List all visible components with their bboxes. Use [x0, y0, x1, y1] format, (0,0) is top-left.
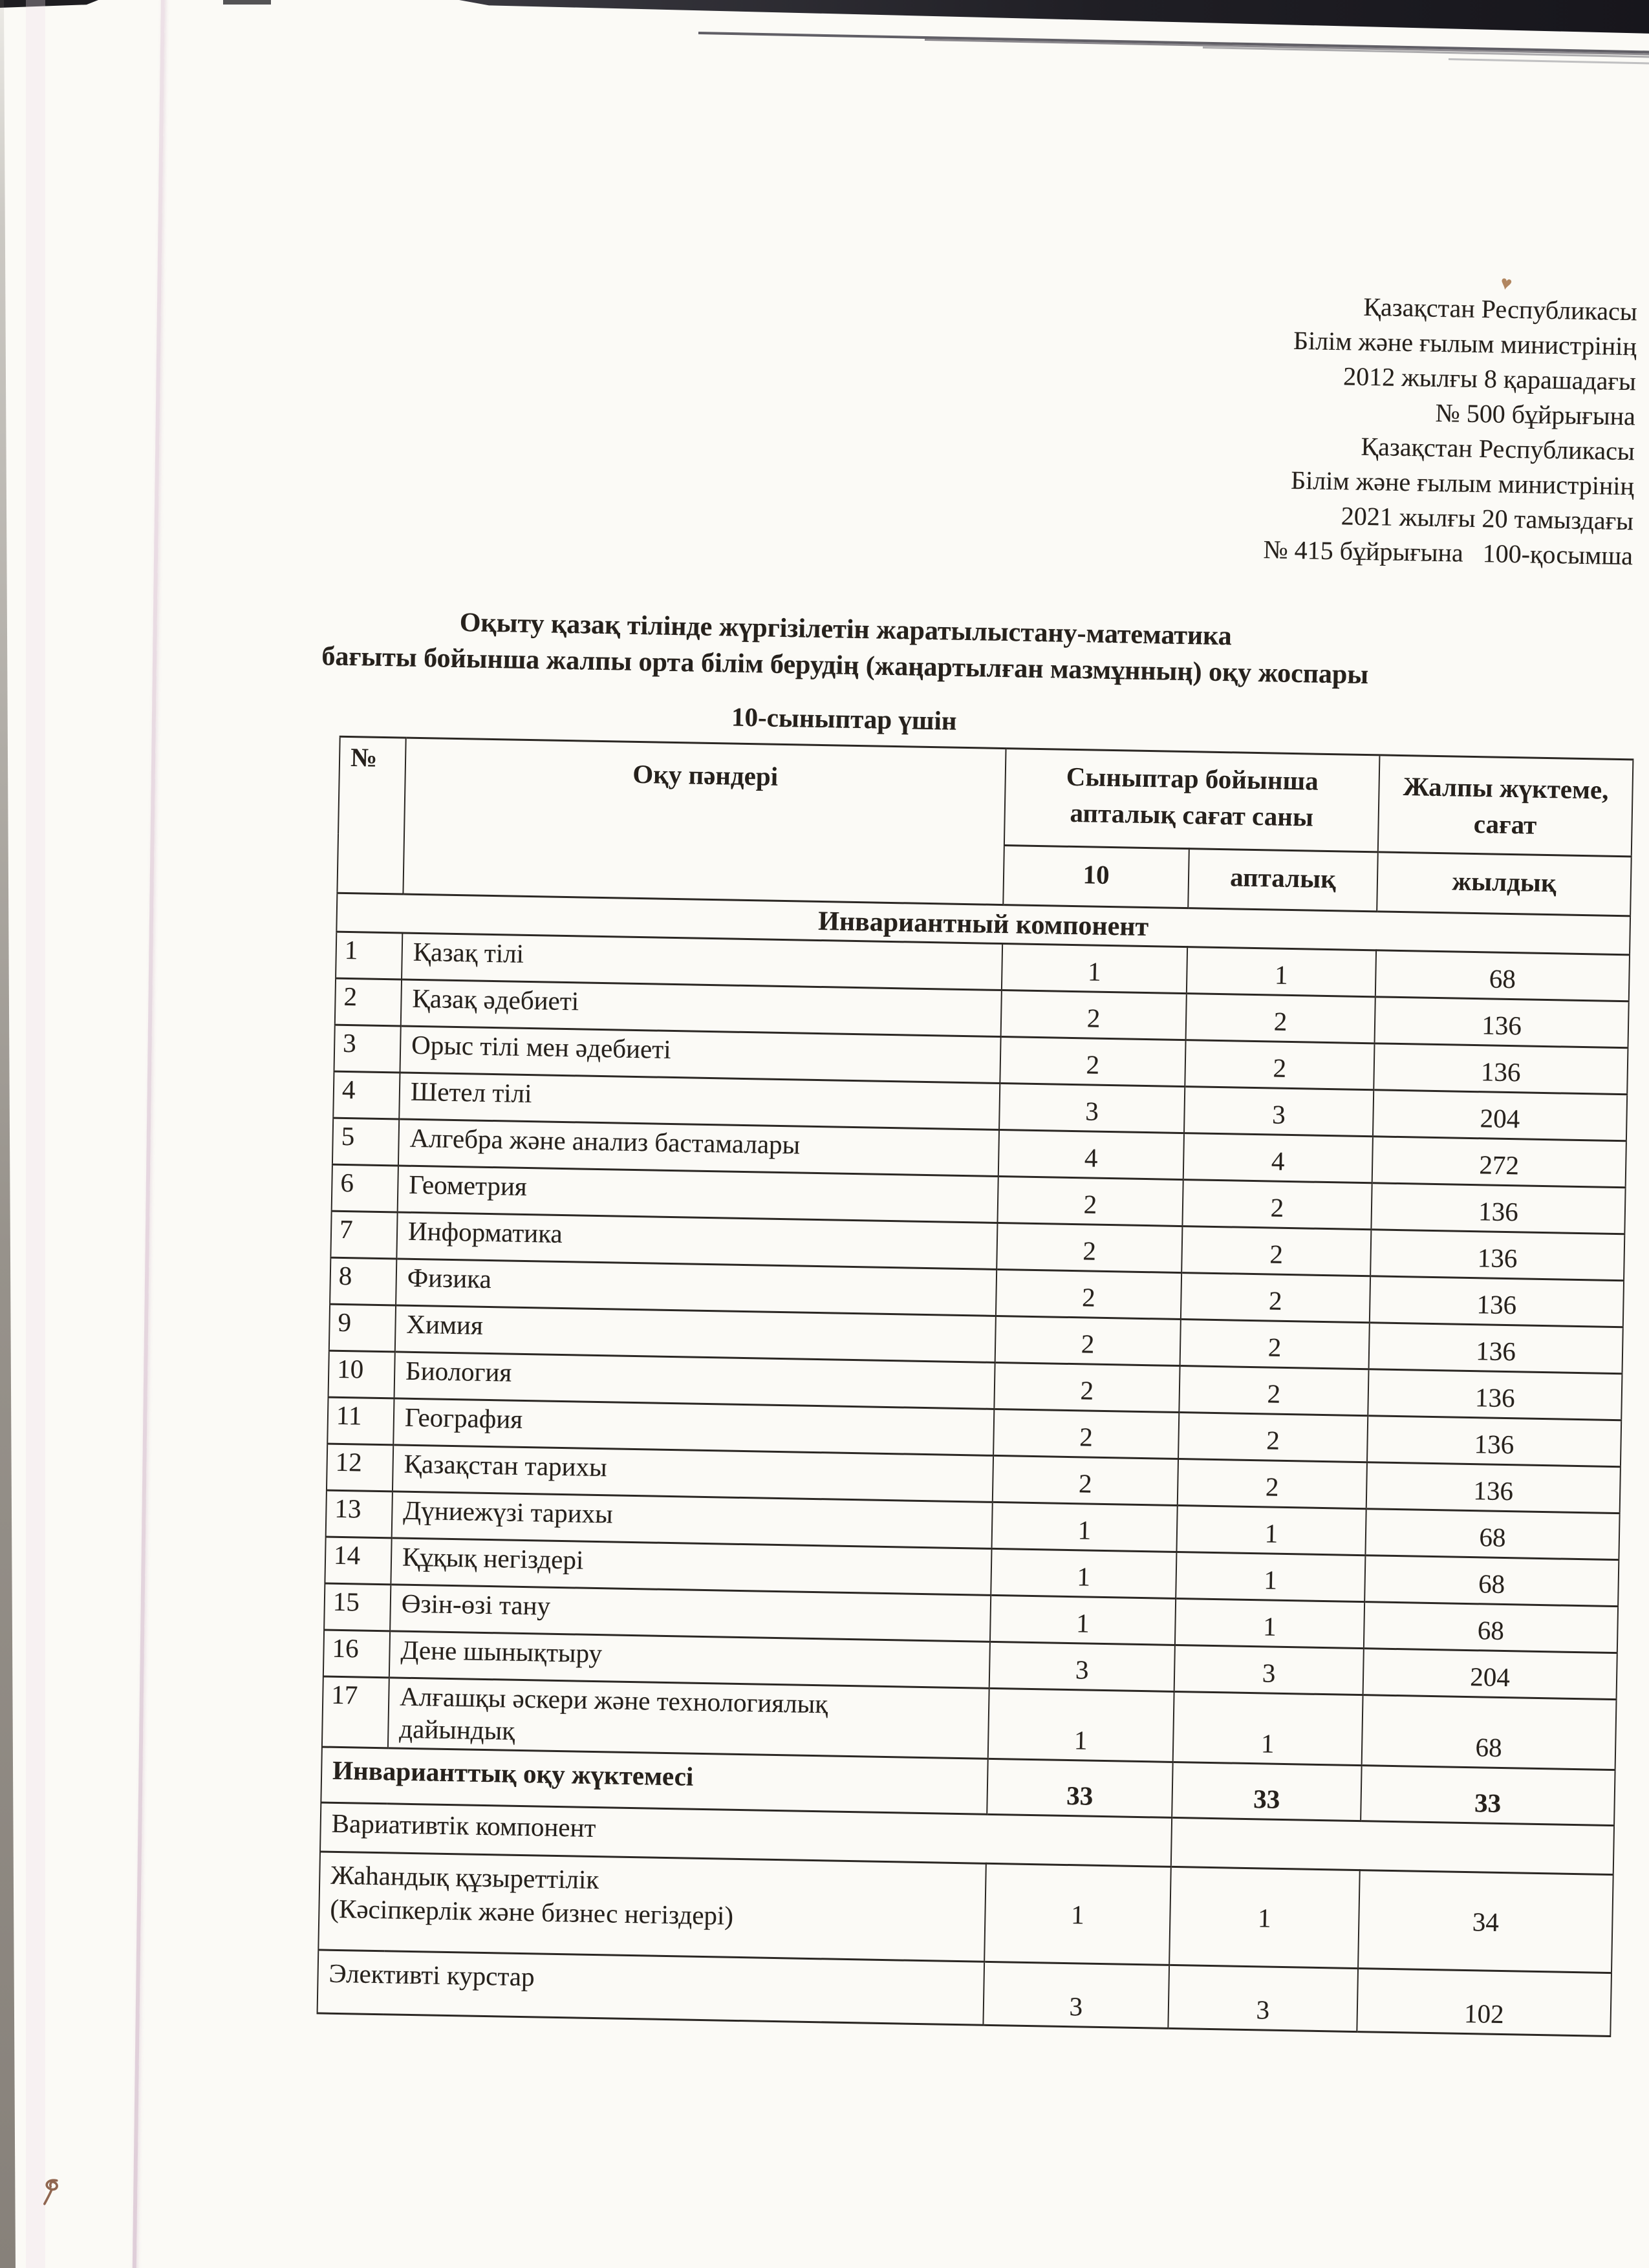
table-header-row [338, 736, 1633, 857]
hours-yearly: 136 [1368, 1369, 1622, 1420]
decree-line: № 415 бұйрығына 100-қосымша [1263, 535, 1633, 571]
hours-weekly: 4 [1183, 1133, 1373, 1183]
subject-name: Биология [394, 1352, 995, 1409]
row-number: 11 [327, 1397, 394, 1445]
hours-weekly: 1 [1169, 1867, 1360, 1968]
summary-label: Инварианттық оқу жүктемесі [321, 1747, 987, 1814]
subject-name: Химия [395, 1305, 996, 1363]
hours-yearly: 136 [1367, 1416, 1621, 1467]
section-label: Инвариантный компонент [336, 893, 1630, 955]
subject-name: Шетел тілі [399, 1073, 1000, 1130]
row-number: 1 [336, 932, 402, 979]
hours-weekly: 2 [1185, 1040, 1374, 1090]
decree-line: Білім және ғылым министрінің [1293, 325, 1637, 361]
course-label: Жаһандық құзыреттілік (Кәсіпкерлік және бизнес негіздері) [318, 1852, 986, 1962]
subject-name: География [393, 1398, 994, 1456]
row-number: 12 [327, 1444, 393, 1492]
hours-grade10: 1 [991, 1548, 1176, 1598]
hours-yearly: 136 [1374, 1043, 1628, 1095]
hours-weekly: 2 [1181, 1273, 1370, 1323]
hours-grade10: 1 [992, 1502, 1178, 1552]
hours-weekly: 2 [1182, 1180, 1372, 1230]
hours-yearly: 136 [1366, 1462, 1621, 1514]
hours-weekly: 2 [1178, 1413, 1368, 1462]
hours-weekly: 1 [1176, 1505, 1366, 1555]
row-number: 9 [329, 1304, 396, 1352]
row-number: 6 [332, 1164, 398, 1212]
hours-yearly: 68 [1364, 1556, 1619, 1607]
curriculum-table [317, 736, 1634, 2037]
brown-ink-speck: ♥ [1498, 272, 1514, 295]
hours-weekly: 33 [1172, 1762, 1362, 1821]
subject-name: Құқық негіздері [391, 1538, 991, 1596]
decree-line: 2021 жылғы 20 тамыздағы [1341, 501, 1634, 536]
hours-weekly: 2 [1186, 994, 1375, 1043]
decree-line: Қазақстан Республикасы [1363, 292, 1638, 326]
row-number: 13 [326, 1490, 393, 1538]
hours-weekly: 2 [1178, 1459, 1367, 1509]
title-line-1: Оқыту қазақ тілінде жүргізілетін жаратылыстану-математика [459, 608, 1233, 652]
hours-weekly: 3 [1168, 1965, 1358, 2031]
decree-line: № 500 бұйрығына [1435, 398, 1636, 431]
row-number: 15 [324, 1583, 391, 1631]
hours-grade10: 3 [999, 1084, 1185, 1133]
subject-name: Қазақ тілі [402, 933, 1002, 990]
hours-grade10: 3 [989, 1642, 1175, 1691]
course-label: Элективті курстар [318, 1950, 985, 2025]
hours-grade10: 2 [996, 1269, 1181, 1319]
hours-yearly: 34 [1358, 1870, 1613, 1973]
document-subtitle: 10-сыныптар үшін [731, 701, 957, 736]
title-line-2: бағыты бойынша жалпы орта білім берудің (жаңартылған мазмұнның) оқу жоспары [321, 641, 1369, 690]
document-title [175, 599, 1515, 696]
subject-name: Геометрия [398, 1166, 998, 1223]
row-number: 16 [323, 1630, 390, 1678]
col-subheader-grade10: 10 [1003, 846, 1189, 908]
col-header-weekly-group: Сыныптар бойынша апталық сағат саны [1004, 749, 1380, 852]
hours-yearly: 204 [1363, 1649, 1617, 1700]
row-number: 8 [330, 1257, 396, 1305]
hours-yearly: 204 [1373, 1090, 1627, 1141]
hours-grade10: 1 [1002, 944, 1187, 994]
row-number: 14 [325, 1537, 391, 1585]
hours-grade10: 2 [993, 1455, 1178, 1505]
hours-yearly: 102 [1357, 1969, 1611, 2037]
row-number: 10 [329, 1351, 395, 1398]
hours-grade10: 1 [988, 1688, 1174, 1762]
col-header-total-load: Жалпы жүктеме, сағат [1378, 755, 1633, 857]
hours-weekly: 1 [1173, 1691, 1363, 1765]
row-number: 17 [322, 1676, 389, 1748]
col-subheader-weekly: апталық [1188, 849, 1378, 912]
hours-yearly: 33 [1361, 1766, 1615, 1826]
subject-name: Қазақ әдебиеті [401, 979, 1002, 1037]
hours-grade10: 1 [990, 1595, 1176, 1645]
subject-name: Физика [396, 1259, 997, 1316]
hours-grade10: 2 [997, 1176, 1183, 1226]
hours-grade10: 3 [983, 1962, 1169, 2028]
decree-line: Қазақстан Республикасы [1361, 431, 1635, 466]
hours-weekly: 2 [1179, 1366, 1368, 1416]
col-header-subject: Оқу пәндері [403, 738, 1006, 904]
hours-grade10: 2 [997, 1223, 1182, 1272]
subject-name: Орыс тілі мен әдебиеті [400, 1026, 1000, 1084]
subject-name: Алғашқы әскери және технологиялық дайындық [388, 1678, 989, 1759]
hours-yearly: 68 [1375, 950, 1630, 1001]
hours-grade10: 2 [995, 1316, 1181, 1365]
hours-weekly: 1 [1175, 1598, 1364, 1648]
hours-grade10: 2 [1001, 990, 1187, 1040]
row-number: 7 [330, 1211, 397, 1259]
hours-grade10: 4 [998, 1129, 1184, 1179]
table-body [318, 893, 1631, 2036]
hours-yearly: 68 [1362, 1695, 1617, 1770]
subject-name: Өзін-өзі тану [390, 1585, 991, 1642]
hours-yearly: 136 [1370, 1276, 1624, 1327]
hours-weekly: 1 [1176, 1552, 1365, 1601]
subject-name: Информатика [396, 1212, 997, 1270]
hours-yearly: 272 [1372, 1137, 1626, 1188]
subject-name: Қазақстан тарихы [393, 1445, 993, 1503]
hours-yearly: 136 [1370, 1230, 1624, 1281]
hours-grade10: 2 [994, 1362, 1180, 1412]
subject-name: Алгебра және анализ бастамалары [398, 1119, 999, 1177]
hours-grade10: 2 [1000, 1037, 1185, 1087]
hours-yearly: 136 [1375, 997, 1629, 1048]
decree-line: Білім және ғылым министрінің [1290, 465, 1635, 501]
hours-weekly: 2 [1181, 1226, 1371, 1276]
hours-weekly: 1 [1187, 947, 1376, 997]
decree-reference [928, 282, 1638, 573]
row-number: 3 [334, 1025, 400, 1073]
subject-name: Дене шынықтыру [389, 1631, 990, 1689]
hours-yearly: 68 [1365, 1509, 1619, 1560]
col-header-no: № [337, 736, 405, 894]
hours-yearly: 136 [1369, 1323, 1623, 1374]
subject-name: Дүниежүзі тарихы [392, 1492, 993, 1549]
hours-grade10: 33 [987, 1759, 1172, 1817]
hours-weekly: 3 [1184, 1087, 1374, 1137]
decree-line: 2012 жылғы 8 қарашадағы [1342, 361, 1637, 396]
row-number: 2 [335, 978, 402, 1026]
hours-weekly: 3 [1174, 1645, 1364, 1695]
empty-cell [1171, 1817, 1614, 1874]
hours-yearly: 68 [1364, 1602, 1618, 1653]
row-number: 4 [333, 1071, 400, 1119]
col-subheader-yearly: жылдық [1377, 852, 1632, 916]
hours-grade10: 1 [984, 1863, 1171, 1965]
hours-weekly: 2 [1180, 1320, 1370, 1369]
hours-grade10: 2 [993, 1409, 1179, 1459]
hours-yearly: 136 [1371, 1183, 1625, 1234]
row-number: 5 [332, 1118, 399, 1166]
section-label: Вариативтік компонент [320, 1803, 1172, 1867]
